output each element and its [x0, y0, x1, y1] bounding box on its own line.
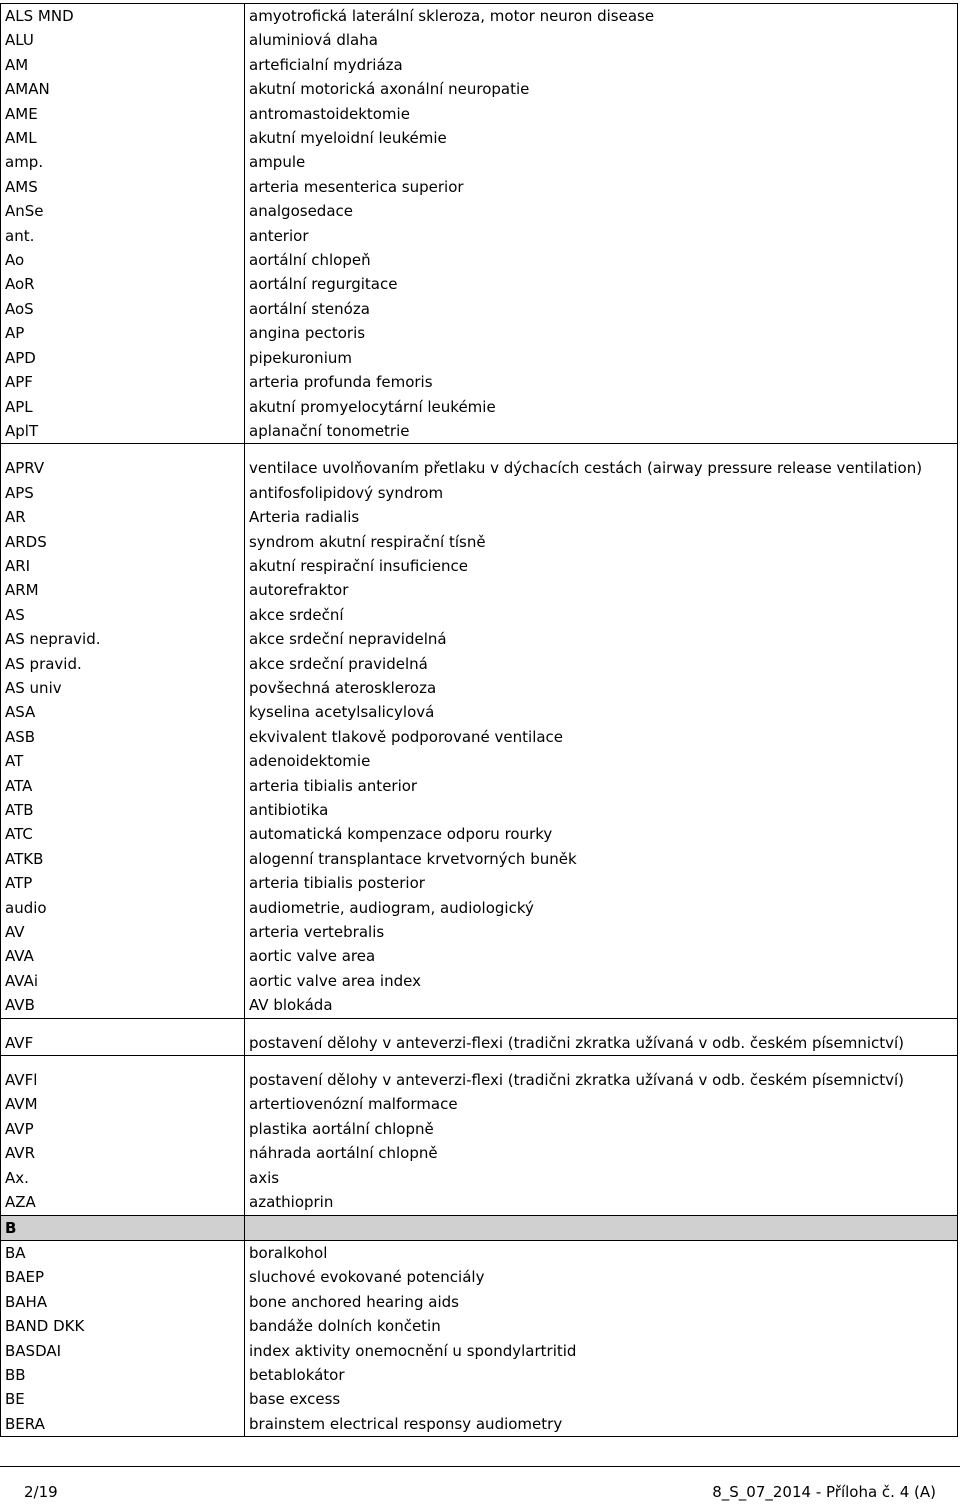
abbreviation-cell: ALU [1, 28, 245, 52]
table-row [1, 199, 958, 223]
abbreviation-cell: AS [1, 603, 245, 627]
table-row [1, 1265, 958, 1289]
meaning-cell: azathioprin [245, 1190, 958, 1215]
abbreviation-cell: AoR [1, 272, 245, 296]
abbreviation-cell: AVF [1, 1018, 245, 1055]
abbreviation-cell: ATB [1, 798, 245, 822]
meaning-cell: automatická kompenzace odporu rourky [245, 822, 958, 846]
abbreviation-cell: ATP [1, 871, 245, 895]
table-row [1, 1056, 958, 1093]
table-row [1, 53, 958, 77]
table-row [1, 1240, 958, 1265]
meaning-cell: postavení dělohy v anteverzi-flexi (tradični zkratka užívaná v odb. českém písemnictví) [245, 1018, 958, 1055]
abbreviation-cell: BAND DKK [1, 1314, 245, 1338]
table-row [1, 1363, 958, 1387]
meaning-cell: náhrada aortální chlopně [245, 1141, 958, 1165]
abbreviation-cell: AV [1, 920, 245, 944]
meaning-cell: aortic valve area index [245, 969, 958, 993]
meaning-cell: akce srdeční pravidelná [245, 652, 958, 676]
table-row [1, 676, 958, 700]
table-row [1, 175, 958, 199]
abbreviation-cell: ASA [1, 700, 245, 724]
abbreviation-cell: AplT [1, 419, 245, 444]
table-row [1, 272, 958, 296]
table-row [1, 969, 958, 993]
meaning-cell: audiometrie, audiogram, audiologický [245, 896, 958, 920]
table-row [1, 822, 958, 846]
table-row [1, 150, 958, 174]
meaning-cell: adenoidektomie [245, 749, 958, 773]
table-row [1, 652, 958, 676]
table-row [1, 1387, 958, 1411]
abbreviation-cell: ARI [1, 554, 245, 578]
abbreviation-cell: AVP [1, 1117, 245, 1141]
page-number: 2/19 [24, 1483, 58, 1501]
meaning-cell: aortic valve area [245, 944, 958, 968]
meaning-cell: akce srdeční [245, 603, 958, 627]
meaning-cell: antromastoidektomie [245, 102, 958, 126]
meaning-cell: betablokátor [245, 1363, 958, 1387]
abbreviation-cell: BB [1, 1363, 245, 1387]
abbreviation-cell: amp. [1, 150, 245, 174]
abbreviation-cell: AVA [1, 944, 245, 968]
meaning-cell: base excess [245, 1387, 958, 1411]
abbreviation-cell: AME [1, 102, 245, 126]
table-row [1, 1018, 958, 1055]
section-header-row [1, 1215, 958, 1240]
meaning-cell: arteria tibialis posterior [245, 871, 958, 895]
abbreviation-cell: ASB [1, 725, 245, 749]
abbreviation-cell: AM [1, 53, 245, 77]
meaning-cell: boralkohol [245, 1240, 958, 1265]
table-row [1, 847, 958, 871]
meaning-cell: Arteria radialis [245, 505, 958, 529]
table-row [1, 102, 958, 126]
table-row [1, 419, 958, 444]
meaning-cell: autorefraktor [245, 578, 958, 602]
abbreviation-cell: ARDS [1, 530, 245, 554]
abbreviation-table-body [1, 4, 958, 1437]
meaning-cell: sluchové evokované potenciály [245, 1265, 958, 1289]
meaning-cell: analgosedace [245, 199, 958, 223]
abbreviation-cell: BERA [1, 1412, 245, 1437]
table-row [1, 1092, 958, 1116]
abbreviation-cell: ant. [1, 224, 245, 248]
abbreviation-cell: APRV [1, 444, 245, 481]
meaning-cell: akutní promyelocytární leukémie [245, 395, 958, 419]
table-row [1, 603, 958, 627]
meaning-cell: aluminiová dlaha [245, 28, 958, 52]
meaning-cell: aortální stenóza [245, 297, 958, 321]
abbreviation-cell: BASDAI [1, 1339, 245, 1363]
page-footer [0, 1466, 960, 1504]
abbreviation-cell: ARM [1, 578, 245, 602]
table-row [1, 530, 958, 554]
table-row [1, 774, 958, 798]
meaning-cell: aortální chlopeň [245, 248, 958, 272]
table-row [1, 1412, 958, 1437]
abbreviation-cell: AVAi [1, 969, 245, 993]
table-row [1, 297, 958, 321]
table-row [1, 1314, 958, 1338]
meaning-cell: akutní myeloidní leukémie [245, 126, 958, 150]
abbreviation-cell: AP [1, 321, 245, 345]
table-row [1, 554, 958, 578]
meaning-cell: antifosfolipidový syndrom [245, 481, 958, 505]
meaning-cell: akutní motorická axonální neuropatie [245, 77, 958, 101]
abbreviation-cell: APD [1, 346, 245, 370]
section-header-letter: B [1, 1215, 245, 1240]
abbreviation-cell: AMS [1, 175, 245, 199]
abbreviation-table [0, 3, 958, 1437]
meaning-cell: axis [245, 1166, 958, 1190]
abbreviation-cell: AVR [1, 1141, 245, 1165]
abbreviation-cell: BAHA [1, 1290, 245, 1314]
meaning-cell: aplanační tonometrie [245, 419, 958, 444]
meaning-cell: arteria vertebralis [245, 920, 958, 944]
abbreviation-cell: ATA [1, 774, 245, 798]
table-row [1, 505, 958, 529]
abbreviation-cell: AVB [1, 993, 245, 1018]
meaning-cell: arteria profunda femoris [245, 370, 958, 394]
meaning-cell: amyotrofická laterální skleroza, motor neuron disease [245, 4, 958, 29]
table-row [1, 993, 958, 1018]
abbreviation-cell: AML [1, 126, 245, 150]
abbreviation-cell: AS nepravid. [1, 627, 245, 651]
abbreviation-cell: Ao [1, 248, 245, 272]
table-row [1, 1290, 958, 1314]
abbreviation-cell: AS univ [1, 676, 245, 700]
meaning-cell: AV blokáda [245, 993, 958, 1018]
abbreviation-cell: APL [1, 395, 245, 419]
meaning-cell: syndrom akutní respirační tísně [245, 530, 958, 554]
table-row [1, 481, 958, 505]
abbreviation-cell: AR [1, 505, 245, 529]
table-row [1, 248, 958, 272]
table-row [1, 1117, 958, 1141]
table-row [1, 1166, 958, 1190]
meaning-cell: arteficialní mydriáza [245, 53, 958, 77]
table-row [1, 28, 958, 52]
meaning-cell: arteria mesenterica superior [245, 175, 958, 199]
table-row [1, 126, 958, 150]
abbreviation-cell: AnSe [1, 199, 245, 223]
abbreviation-cell: BA [1, 1240, 245, 1265]
abbreviation-cell: ATKB [1, 847, 245, 871]
abbreviation-cell: AZA [1, 1190, 245, 1215]
table-row [1, 321, 958, 345]
table-row [1, 1141, 958, 1165]
table-row [1, 224, 958, 248]
table-row [1, 370, 958, 394]
meaning-cell: index aktivity onemocnění u spondylartritid [245, 1339, 958, 1363]
table-row [1, 444, 958, 481]
table-row [1, 700, 958, 724]
table-row [1, 725, 958, 749]
table-row [1, 627, 958, 651]
abbreviation-cell: AS pravid. [1, 652, 245, 676]
meaning-cell: aortální regurgitace [245, 272, 958, 296]
table-row [1, 920, 958, 944]
meaning-cell: artertiovenózní malformace [245, 1092, 958, 1116]
meaning-cell: postavení dělohy v anteverzi-flexi (tradični zkratka užívaná v odb. českém písemnictví) [245, 1056, 958, 1093]
meaning-cell: akutní respirační insuficience [245, 554, 958, 578]
abbreviation-cell: AMAN [1, 77, 245, 101]
table-row [1, 77, 958, 101]
abbreviation-cell: ATC [1, 822, 245, 846]
table-row [1, 4, 958, 29]
meaning-cell: pipekuronium [245, 346, 958, 370]
abbreviation-cell: APS [1, 481, 245, 505]
table-row [1, 578, 958, 602]
table-row [1, 871, 958, 895]
meaning-cell: akce srdeční nepravidelná [245, 627, 958, 651]
meaning-cell: plastika aortální chlopně [245, 1117, 958, 1141]
meaning-cell: bone anchored hearing aids [245, 1290, 958, 1314]
table-row [1, 896, 958, 920]
section-header-blank [245, 1215, 958, 1240]
meaning-cell: arteria tibialis anterior [245, 774, 958, 798]
abbreviation-cell: BAEP [1, 1265, 245, 1289]
meaning-cell: ventilace uvolňovaním přetlaku v dýchacích cestách (airway pressure release ventilation) [245, 444, 958, 481]
meaning-cell: ampule [245, 150, 958, 174]
meaning-cell: ekvivalent tlakově podporované ventilace [245, 725, 958, 749]
abbreviation-cell: AVM [1, 1092, 245, 1116]
table-row [1, 395, 958, 419]
abbreviation-cell: AVFl [1, 1056, 245, 1093]
meaning-cell: bandáže dolních končetin [245, 1314, 958, 1338]
document-id: 8_S_07_2014 - Příloha č. 4 (A) [712, 1483, 936, 1501]
table-row [1, 749, 958, 773]
table-row [1, 346, 958, 370]
abbreviation-cell: ALS MND [1, 4, 245, 29]
meaning-cell: angina pectoris [245, 321, 958, 345]
abbreviation-cell: Ax. [1, 1166, 245, 1190]
abbreviation-cell: BE [1, 1387, 245, 1411]
table-row [1, 798, 958, 822]
abbreviation-cell: AT [1, 749, 245, 773]
table-row [1, 1339, 958, 1363]
table-row [1, 944, 958, 968]
meaning-cell: brainstem electrical responsy audiometry [245, 1412, 958, 1437]
meaning-cell: antibiotika [245, 798, 958, 822]
meaning-cell: anterior [245, 224, 958, 248]
meaning-cell: kyselina acetylsalicylová [245, 700, 958, 724]
table-row [1, 1190, 958, 1215]
meaning-cell: povšechná ateroskleroza [245, 676, 958, 700]
abbreviation-cell: AoS [1, 297, 245, 321]
meaning-cell: alogenní transplantace krvetvorných buněk [245, 847, 958, 871]
abbreviation-cell: APF [1, 370, 245, 394]
abbreviation-cell: audio [1, 896, 245, 920]
